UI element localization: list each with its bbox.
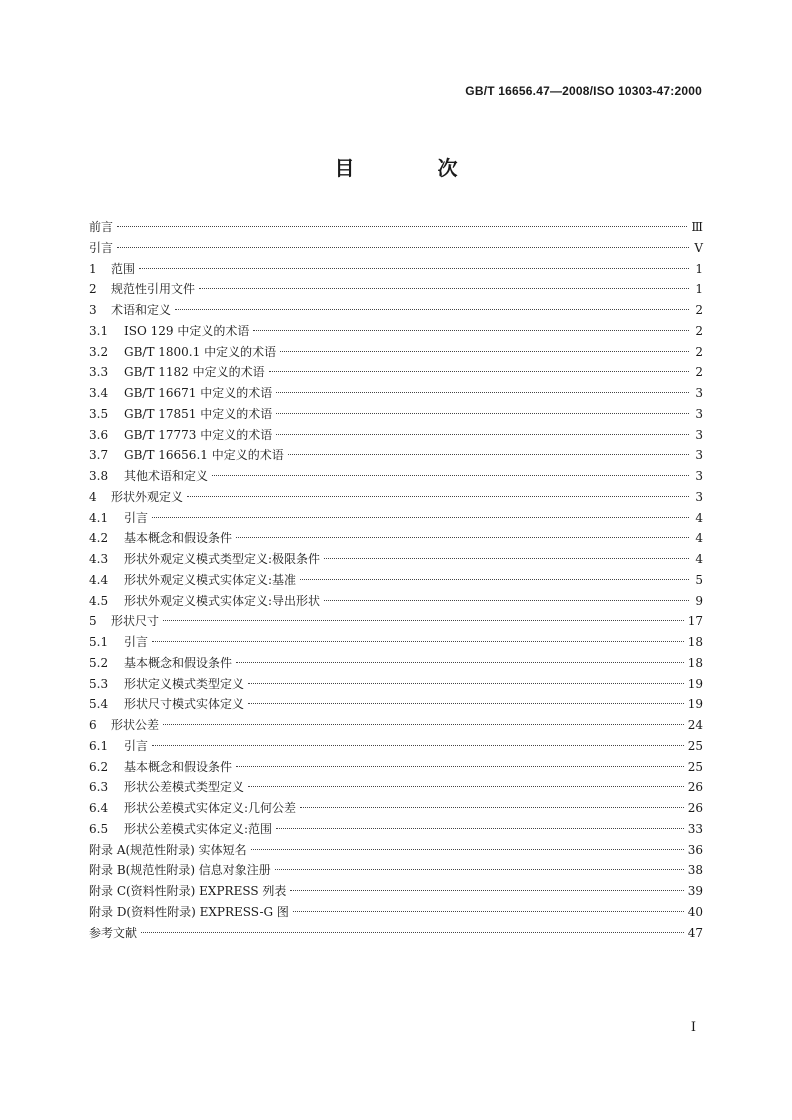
toc-dot-leader — [152, 745, 684, 746]
toc-entry[interactable] — [89, 300, 703, 321]
toc-dot-leader — [288, 454, 689, 455]
toc-section-title: GB/T 16671 中定义的术语 — [124, 386, 273, 400]
toc-section-number: 4.4 — [89, 572, 109, 587]
toc-section-number: 1 — [89, 261, 97, 276]
toc-page-number: 17 — [687, 614, 703, 629]
toc-section-number: 4.1 — [89, 510, 109, 525]
page-title: 目 次 — [334, 156, 496, 180]
toc-page-number: 25 — [687, 759, 703, 774]
toc-section-title: 基本概念和假设条件 — [124, 655, 233, 670]
toc-dot-leader — [275, 869, 684, 870]
toc-entry[interactable] — [89, 653, 703, 674]
toc-dot-leader — [141, 932, 684, 933]
toc-dot-leader — [253, 330, 689, 331]
toc-page-number: 2 — [695, 303, 703, 317]
toc-entry[interactable] — [89, 259, 703, 280]
toc-entry[interactable] — [89, 404, 703, 425]
toc-page-number: 4 — [695, 510, 703, 525]
toc-entry[interactable] — [89, 694, 703, 715]
toc-dot-leader — [236, 537, 689, 538]
toc-dot-leader — [187, 496, 689, 497]
toc-dot-leader — [280, 351, 689, 352]
toc-page-number: 3 — [695, 489, 703, 504]
toc-page-number: 3 — [695, 386, 703, 400]
toc-dot-leader — [290, 890, 683, 891]
toc-page-number: Ⅲ — [691, 220, 703, 234]
toc-section-title: 术语和定义 — [111, 303, 172, 317]
toc-dot-leader — [276, 828, 684, 829]
toc-section-number: 3.2 — [89, 344, 109, 359]
toc-section-title: 附录 B(规范性附录) 信息对象注册 — [89, 863, 271, 878]
toc-section-title: GB/T 1800.1 中定义的术语 — [124, 344, 277, 359]
toc-section-title: 前言 — [89, 220, 114, 234]
toc-section-title: 基本概念和假设条件 — [124, 759, 233, 774]
toc-section-title: GB/T 16656.1 中定义的术语 — [124, 448, 284, 463]
toc-entry[interactable] — [89, 715, 703, 736]
toc-section-title: 附录 A(规范性附录) 实体短名 — [89, 842, 247, 857]
toc-section-number: 3.7 — [89, 448, 109, 463]
toc-section-number: 3.4 — [89, 386, 109, 400]
toc-dot-leader — [152, 517, 689, 518]
toc-section-title: ISO 129 中定义的术语 — [124, 323, 250, 338]
toc-dot-leader — [248, 703, 684, 704]
toc-dot-leader — [236, 662, 684, 663]
toc-section-title: 引言 — [124, 510, 149, 525]
toc-entry[interactable] — [89, 321, 703, 342]
toc-dot-leader — [300, 579, 689, 580]
toc-entry[interactable] — [89, 777, 703, 798]
toc-dot-leader — [248, 786, 684, 787]
toc-entry[interactable] — [89, 508, 703, 529]
toc-section-title: 附录 C(资料性附录) EXPRESS 列表 — [89, 884, 287, 898]
toc-page-number: 39 — [687, 884, 703, 898]
toc-entry[interactable] — [89, 383, 703, 404]
toc-section-number: 6.5 — [89, 821, 109, 836]
toc-page-number: 18 — [687, 655, 703, 670]
toc-entry[interactable] — [89, 819, 703, 840]
toc-entry[interactable] — [89, 342, 703, 363]
toc-section-title: 形状公差 — [111, 718, 160, 732]
toc-dot-leader — [300, 807, 684, 808]
toc-page-number: 4 — [695, 552, 703, 566]
toc-dot-leader — [152, 641, 684, 642]
toc-entry[interactable] — [89, 487, 703, 508]
toc-dot-leader — [276, 434, 689, 435]
toc-dot-leader — [163, 724, 684, 725]
toc-section-number: 5.4 — [89, 697, 109, 712]
toc-dot-leader — [117, 247, 689, 248]
toc-entry[interactable] — [89, 570, 703, 591]
toc-page-number: 19 — [687, 676, 703, 691]
toc-entry[interactable] — [89, 279, 703, 300]
toc-dot-leader — [324, 558, 689, 559]
toc-entry[interactable] — [89, 238, 703, 259]
toc-page-number: 2 — [695, 344, 703, 359]
toc-section-number: 4 — [89, 489, 97, 504]
toc-entry[interactable] — [89, 736, 703, 757]
toc-section-title: 其他术语和定义 — [124, 469, 209, 483]
toc-entry[interactable] — [89, 860, 703, 881]
toc-section-title: 形状外观定义模式实体定义:基准 — [124, 572, 297, 587]
toc-page-number: 2 — [695, 323, 703, 338]
toc-entry[interactable] — [89, 591, 703, 612]
toc-page-number: 47 — [687, 925, 703, 940]
toc-dot-leader — [163, 620, 684, 621]
toc-entry[interactable] — [89, 923, 703, 944]
toc-section-title: 形状尺寸 — [111, 614, 160, 629]
toc-page-number: Ⅴ — [694, 240, 703, 255]
toc-section-title: 基本概念和假设条件 — [124, 531, 233, 546]
toc-entry[interactable] — [89, 840, 703, 861]
toc-page-number: 25 — [687, 738, 703, 753]
toc-section-title: GB/T 17851 中定义的术语 — [124, 406, 273, 421]
toc-page-number: 1 — [695, 261, 703, 276]
toc-page-number: 3 — [695, 469, 703, 483]
toc-section-title: GB/T 1182 中定义的术语 — [124, 365, 265, 380]
toc-section-title: 形状外观定义模式实体定义:导出形状 — [124, 593, 321, 608]
toc-section-number: 6.2 — [89, 759, 109, 774]
toc-entry[interactable] — [89, 798, 703, 819]
toc-section-title: 形状公差模式实体定义:几何公差 — [124, 801, 297, 815]
toc-section-number: 3.6 — [89, 427, 109, 442]
toc-dot-leader — [251, 849, 684, 850]
toc-section-title: 范围 — [111, 261, 136, 276]
toc-dot-leader — [269, 371, 689, 372]
toc-entry[interactable] — [89, 528, 703, 549]
toc-section-number: 5.2 — [89, 655, 109, 670]
toc-dot-leader — [236, 766, 684, 767]
toc-page-number: 26 — [687, 801, 703, 815]
toc-section-title: 引言 — [124, 635, 149, 649]
toc-entry[interactable] — [89, 611, 703, 632]
toc-dot-leader — [248, 683, 684, 684]
toc-page-number: 24 — [687, 718, 703, 732]
toc-page-number: 18 — [687, 635, 703, 649]
toc-section-title: GB/T 17773 中定义的术语 — [124, 427, 273, 442]
toc-dot-leader — [324, 600, 689, 601]
toc-page-number: 36 — [687, 842, 703, 857]
toc-dot-leader — [212, 475, 689, 476]
standard-number: GB/T 16656.47—2008/ISO 10303-47:2000 — [465, 84, 702, 98]
toc-dot-leader — [139, 268, 689, 269]
toc-section-title: 引言 — [89, 240, 114, 255]
toc-page-number: 9 — [695, 593, 703, 608]
toc-section-title: 形状公差模式类型定义 — [124, 780, 245, 795]
toc-section-number: 6 — [89, 718, 97, 732]
toc-section-number: 3.3 — [89, 365, 109, 380]
toc-section-title: 引言 — [124, 738, 149, 753]
toc-dot-leader — [293, 911, 684, 912]
toc-page-number: 38 — [687, 863, 703, 878]
table-of-contents — [89, 217, 703, 943]
toc-entry[interactable] — [89, 466, 703, 487]
toc-entry[interactable] — [89, 881, 703, 902]
toc-section-number: 3.5 — [89, 406, 109, 421]
toc-section-title: 附录 D(资料性附录) EXPRESS-G 图 — [89, 904, 289, 919]
toc-dot-leader — [199, 288, 689, 289]
toc-section-number: 3.8 — [89, 469, 109, 483]
toc-section-number: 4.5 — [89, 593, 109, 608]
toc-page-number: 3 — [695, 406, 703, 421]
toc-section-title: 形状外观定义 — [111, 489, 184, 504]
toc-entry[interactable] — [89, 902, 703, 923]
toc-section-number: 4.3 — [89, 552, 109, 566]
toc-section-number: 3 — [89, 303, 97, 317]
toc-section-number: 5.3 — [89, 676, 109, 691]
toc-section-number: 5.1 — [89, 635, 109, 649]
toc-dot-leader — [276, 392, 689, 393]
toc-page-number: 26 — [687, 780, 703, 795]
toc-page-number: 5 — [695, 572, 703, 587]
toc-page-number: 19 — [687, 697, 703, 712]
toc-section-number: 6.3 — [89, 780, 109, 795]
toc-section-number: 4.2 — [89, 531, 109, 546]
toc-entry[interactable] — [89, 425, 703, 446]
toc-section-number: 6.4 — [89, 801, 109, 815]
toc-section-number: 2 — [89, 282, 97, 297]
toc-section-number: 5 — [89, 614, 97, 629]
toc-entry[interactable] — [89, 549, 703, 570]
toc-section-title: 形状定义模式类型定义 — [124, 676, 245, 691]
toc-page-number: 1 — [695, 282, 703, 297]
toc-page-number: 3 — [695, 448, 703, 463]
toc-entry[interactable] — [89, 362, 703, 383]
toc-entry[interactable] — [89, 757, 703, 778]
toc-section-title: 形状公差模式实体定义:范围 — [124, 821, 273, 836]
toc-section-number: 3.1 — [89, 323, 109, 338]
toc-section-number: 6.1 — [89, 738, 109, 753]
toc-section-title: 规范性引用文件 — [111, 282, 196, 297]
page-number: Ⅰ — [690, 1020, 696, 1035]
toc-entry[interactable] — [89, 632, 703, 653]
toc-entry[interactable] — [89, 445, 703, 466]
toc-dot-leader — [117, 226, 687, 227]
toc-page-number: 33 — [687, 821, 703, 836]
toc-section-title: 形状尺寸模式实体定义 — [124, 697, 245, 712]
toc-page-number: 2 — [695, 365, 703, 380]
toc-section-title: 形状外观定义模式类型定义:极限条件 — [124, 552, 321, 566]
toc-entry[interactable] — [89, 217, 703, 238]
toc-dot-leader — [276, 413, 689, 414]
toc-page-number: 4 — [695, 531, 703, 546]
toc-page-number: 40 — [687, 904, 703, 919]
toc-page-number: 3 — [695, 427, 703, 442]
toc-section-title: 参考文献 — [89, 925, 138, 940]
toc-dot-leader — [175, 309, 689, 310]
toc-entry[interactable] — [89, 674, 703, 695]
